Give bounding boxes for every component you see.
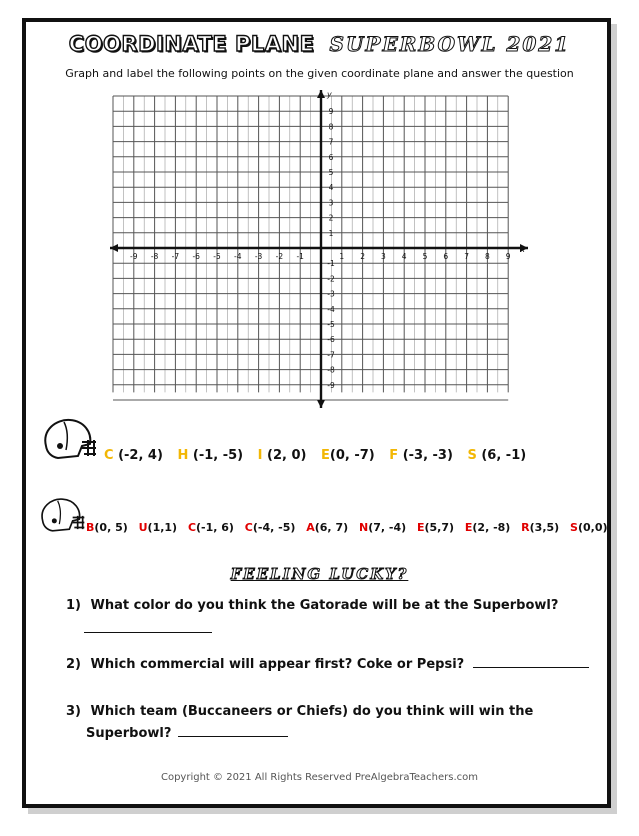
y-axis-arrow-up	[317, 90, 325, 98]
x-tick-label: -7	[171, 252, 180, 261]
point-entry: S (6, -1)	[467, 448, 527, 463]
title-part1: COORDINATE PLANE	[68, 32, 315, 56]
x-tick-label: 1	[339, 252, 345, 261]
point-entry: I (2, 0)	[257, 448, 307, 463]
question-2: 2) Which commercial will appear first? Coke or Pepsi?	[66, 655, 589, 672]
feeling-lucky-heading: FEELING LUCKY?	[230, 565, 409, 583]
y-tick-label: 7	[328, 137, 334, 147]
answer-blank-3[interactable]	[178, 724, 288, 737]
y-tick-label: -9	[327, 380, 335, 390]
answer-blank-1[interactable]	[84, 620, 212, 633]
point-entry: S(0,0)	[570, 521, 608, 534]
instruction-text: Graph and label the following points on the given coordinate plane and answer the question	[65, 67, 574, 80]
x-tick-label: 3	[381, 252, 386, 261]
x-tick-label: 9	[505, 252, 511, 261]
y-axis-label: y	[327, 90, 332, 99]
x-tick-label: 5	[422, 252, 428, 261]
x-tick-label: -8	[150, 252, 159, 261]
y-axis-arrow-down	[317, 400, 325, 408]
x-axis-label: x	[520, 245, 525, 254]
football-helmet-icon	[38, 416, 98, 462]
y-tick-label: -4	[327, 304, 335, 314]
coordinate-plane[interactable]	[108, 88, 532, 412]
x-axis-arrow-left	[110, 244, 118, 252]
y-tick-label: 4	[328, 183, 334, 193]
y-tick-label: -6	[327, 335, 335, 345]
point-entry: F (-3, -3)	[389, 448, 453, 463]
answer-blank-2[interactable]	[473, 655, 589, 668]
point-entry: C (-2, 4)	[104, 448, 163, 463]
point-entry: U(1,1)	[138, 521, 178, 534]
x-tick-label: 4	[401, 252, 407, 261]
x-tick-label: -4	[234, 252, 242, 261]
y-tick-label: 5	[328, 168, 334, 177]
y-tick-label: 2	[328, 213, 334, 223]
y-tick-label: -1	[327, 259, 335, 269]
point-entry: B(0, 5)	[86, 521, 128, 534]
point-entry: R(3,5)	[521, 521, 560, 534]
point-entry: N(7, -4)	[358, 521, 407, 534]
copyright-footer: Copyright © 2021 All Rights Reserved PreAlgebraTeachers.com	[160, 772, 478, 783]
point-entry: E(2, -8)	[464, 521, 511, 534]
worksheet-title	[0, 32, 639, 56]
question-3: 3) Which team (Buccaneers or Chiefs) do you think will win the	[66, 704, 534, 719]
x-tick-label: 7	[464, 252, 469, 261]
points-row-red	[86, 521, 608, 534]
title-part2: SUPERBOWL 2021	[329, 32, 571, 56]
x-tick-label: 6	[443, 252, 449, 261]
question-3-cont: Superbowl?	[86, 724, 288, 741]
x-tick-label: -1	[296, 252, 304, 261]
point-entry: H (-1, -5)	[177, 448, 244, 463]
points-row-gold	[104, 448, 536, 463]
y-tick-label: 1	[328, 228, 334, 238]
question-1: 1) What color do you think the Gatorade will be at the Superbowl?	[66, 598, 559, 613]
y-tick-label: 6	[328, 152, 334, 162]
point-entry: C(-4, -5)	[244, 521, 296, 534]
x-tick-label: -3	[254, 252, 263, 261]
y-tick-label: -3	[327, 289, 335, 299]
y-tick-label: 3	[328, 198, 334, 208]
football-helmet-icon	[36, 494, 86, 536]
point-entry: E(0, -7)	[321, 448, 375, 463]
x-tick-label: 8	[485, 252, 490, 261]
x-tick-label: 2	[360, 252, 365, 261]
y-tick-label: -5	[327, 320, 335, 329]
y-tick-label: -7	[327, 350, 335, 360]
x-tick-label: -2	[275, 252, 284, 261]
y-tick-label: -2	[327, 274, 335, 284]
x-tick-label: -9	[130, 252, 138, 261]
point-entry: E(5,7)	[416, 521, 455, 534]
point-entry: A(6, 7)	[306, 521, 349, 534]
x-tick-label: -5	[213, 252, 221, 261]
y-tick-label: -8	[327, 365, 335, 375]
x-tick-label: -6	[192, 252, 200, 261]
y-tick-label: 9	[328, 107, 334, 117]
point-entry: C(-1, 6)	[187, 521, 234, 534]
y-tick-label: 8	[328, 122, 334, 132]
